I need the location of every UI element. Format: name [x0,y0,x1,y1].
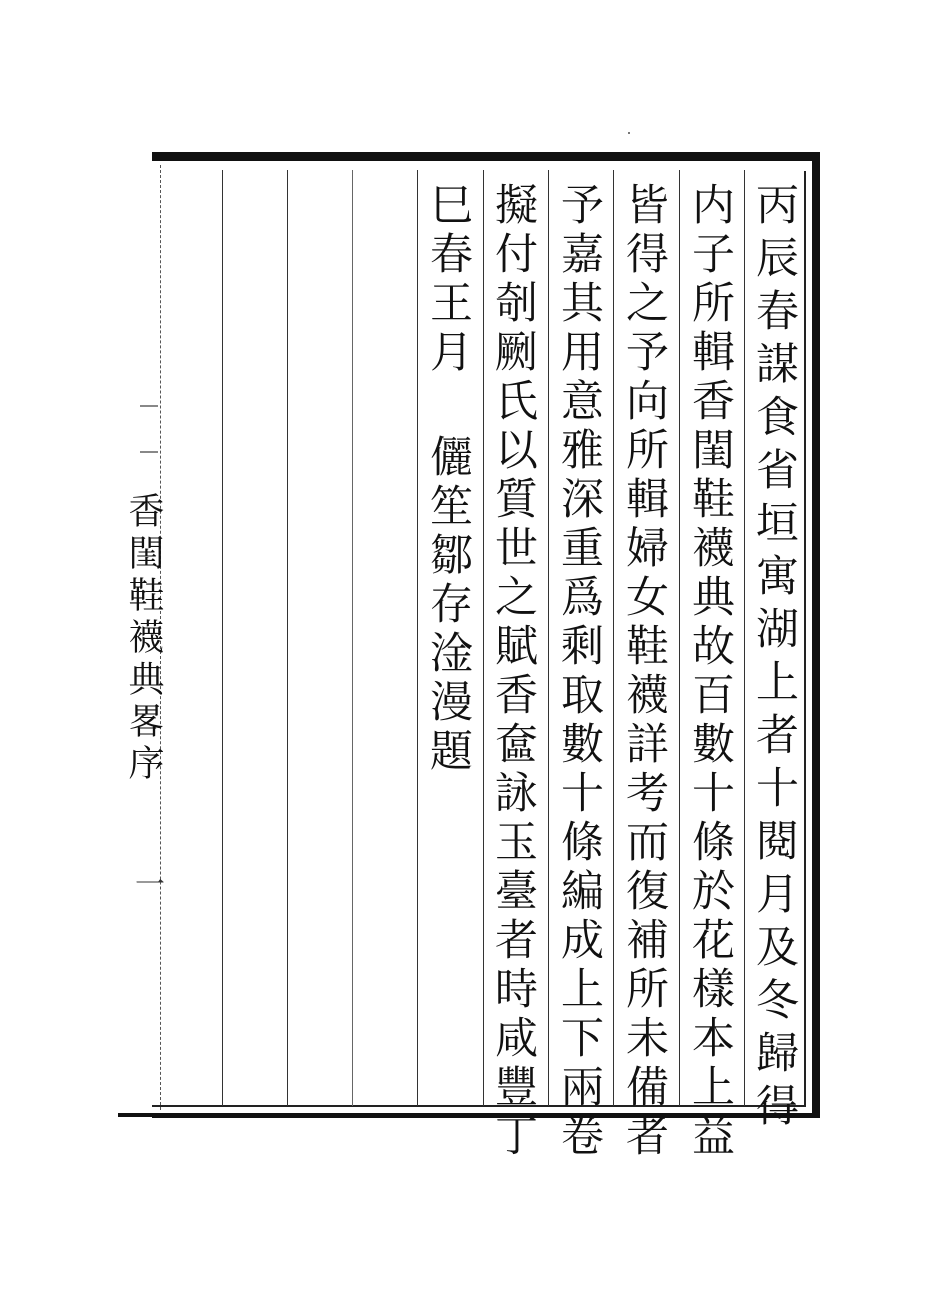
column-rule [222,170,223,1106]
margin-page-number: 一 [129,868,164,898]
paper-speck [628,132,630,134]
column-rule [352,170,353,1106]
column-rule [417,170,418,1106]
column-rule [548,170,549,1106]
text-column-2: 内子所輯香閨鞋襪典故百數十條於花樣本上益 [685,182,735,1162]
bottom-rule-stub [118,1113,158,1117]
column-rule [483,170,484,1106]
column-rule [613,170,614,1106]
text-column-1: 丙辰春謀食省垣寓湖上者十閱月及冬歸得 [749,182,799,1136]
text-column-4: 予嘉其用意雅深重爲剩取數十條編成上下兩卷 [554,182,604,1162]
text-column-6: 巳春王月 儷笙鄒存淦漫題 [423,182,473,777]
margin-book-title: 香閨鞋襪典畧序 [123,492,164,786]
column-rule [287,170,288,1106]
text-column-5: 擬付剞劂氏以質世之賦香奩詠玉臺者時咸豐丁 [488,182,538,1162]
column-rule [744,170,745,1106]
column-rule [679,170,680,1106]
text-column-3: 皆得之予向所輯婦女鞋襪詳考而復補所未備者 [619,182,669,1162]
